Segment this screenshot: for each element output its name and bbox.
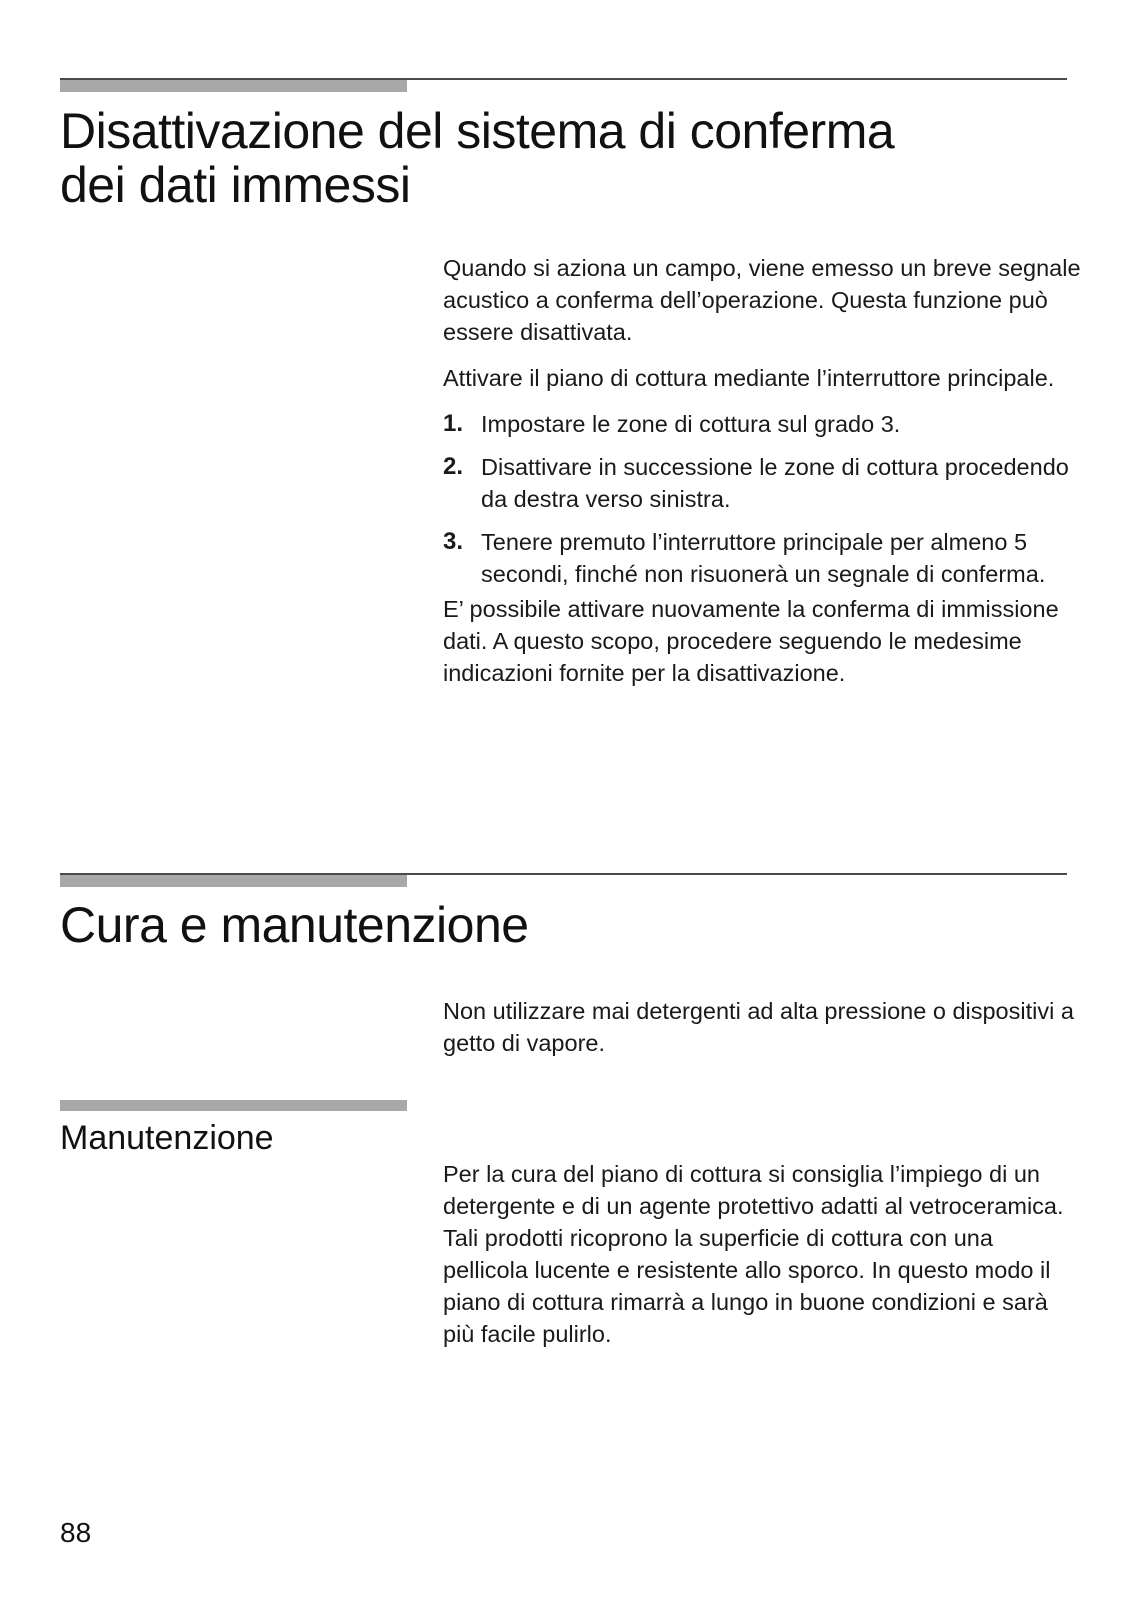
title-line-1: Disattivazione del sistema di conferma — [60, 103, 895, 159]
section-title-deactivation — [60, 104, 894, 212]
list-item — [443, 451, 1083, 515]
step-number: 3. — [443, 528, 464, 555]
step-text: Impostare le zone di cottura sul grado 3. — [481, 411, 901, 437]
warning-paragraph: Non utilizzare mai detergenti ad alta pressione o dispositivi a getto di vapore. — [443, 998, 1074, 1056]
intro-paragraph: Quando si aziona un campo, viene emesso un breve segnale acustico a conferma dell’operazione. Questa funzione può essere disattivata. — [443, 255, 1081, 345]
list-item — [443, 408, 1083, 440]
maintenance-content — [443, 1158, 1083, 1364]
care-content — [443, 995, 1083, 1073]
note-paragraph: E’ possibile attivare nuovamente la conferma di immissione dati. A questo scopo, procedere seguendo le medesime indicazioni fornite per la disattivazione. — [443, 596, 1059, 686]
step-text: Disattivare in successione le zone di cottura procedendo da destra verso sinistra. — [481, 454, 1069, 512]
subsection-title-maintenance: Manutenzione — [60, 1119, 274, 1157]
section-rule — [60, 873, 1067, 887]
rule-bar — [60, 875, 407, 887]
step-number: 1. — [443, 410, 464, 437]
step-text: Tenere premuto l’interruttore principale per almeno 5 secondi, finché non risuonerà un segnale di conferma. — [481, 529, 1046, 587]
title-line-2: dei dati immessi — [60, 157, 411, 213]
activate-paragraph: Attivare il piano di cottura mediante l’interruttore principale. — [443, 365, 1055, 391]
deactivation-content — [443, 252, 1083, 703]
step-number: 2. — [443, 453, 464, 480]
subsection-rule — [60, 1100, 407, 1111]
section-title-care: Cura e manutenzione — [60, 897, 529, 953]
section-rule — [60, 78, 1067, 92]
steps-list — [443, 408, 1083, 590]
page-number: 88 — [60, 1517, 92, 1548]
maintenance-paragraph: Per la cura del piano di cottura si consiglia l’impiego di un detergente e di un agente protettivo adatti al vetroceramica. Tali prodotti ricoprono la superficie di cottura con una pellicola lucente e resistente allo sporco. In questo modo il piano di cottura rimarrà a lungo in buone condizioni e sarà più facile pulirlo. — [443, 1161, 1064, 1347]
rule-bar — [60, 80, 407, 92]
list-item — [443, 526, 1083, 590]
